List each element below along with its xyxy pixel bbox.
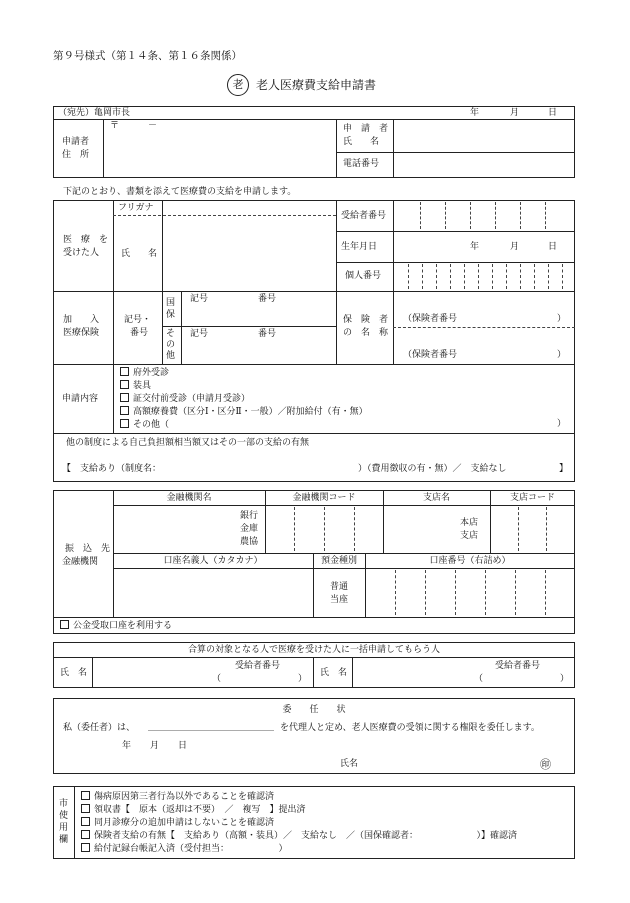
furigana-field[interactable] [164,202,334,214]
kokuho-char-1: 国 [166,298,176,308]
branch-type-main: 本店 [460,518,479,528]
form-number: 第９号様式（第１４条、第１６条関係） [53,50,242,62]
applicant-name-label-2: 氏 名 [343,137,380,147]
insurer-no-label-1: （保険者番号 [403,314,458,324]
other-system-line-start: 【 支給あり（制度名： [62,464,162,474]
other-char-3: 他 [166,351,176,361]
insurer-label-2: の 名 称 [343,328,389,338]
col-deposit-type: 預金種別 [320,556,357,566]
city-use-item-label: 給付記録台帳記入済（受付担当： ） [94,844,288,854]
col-account-holder: 口座名義人（カタカナ） [163,556,263,566]
applicant-label-1: 申請者 [62,137,90,147]
kokuho-number-field[interactable] [183,306,334,325]
applicant-name-field[interactable] [395,121,573,151]
city-use-item-label: 傷病原因第三者行為以外であることを確認済 [94,792,275,802]
combined-recipient-label-2: 受給者番号 [495,661,541,671]
symbol-label-2: 番号 [130,328,149,338]
city-use-char-1: 市 [59,799,69,809]
branch-code-field[interactable] [492,507,573,551]
delegator-name-field[interactable] [365,755,525,771]
other-system-line-mid: ）（費用徴収の有・無）／ 支給なし [358,464,507,474]
col-branch-code: 支店コード [509,493,555,503]
request-other-close: ） [557,419,567,429]
inst-code-field[interactable] [267,507,381,551]
other-number-field[interactable] [183,341,334,362]
patient-label-2: 受けた人 [63,248,100,258]
checkbox[interactable] [120,419,129,428]
other-system-line-end: 】 [559,464,569,474]
request-item-other[interactable] [120,419,169,431]
account-holder-field[interactable] [115,570,311,615]
request-item-label: 高額療養費（区分Ⅰ・区分Ⅱ・一般）／附加給付（有・無） [133,407,368,417]
delegation-title: 委 任 状 [282,705,346,715]
checkbox[interactable] [81,804,90,813]
insurer-no-label-2: （保険者番号 [403,350,458,360]
other-char-2: の [166,340,176,350]
kokuho-char-2: 保 [166,310,176,320]
delegation-month-label: 月 [150,741,160,751]
col-institution: 金融機関名 [166,493,212,503]
furigana-label: フリガナ [118,203,154,213]
applicant-name-label-1: 申 請 者 [343,124,389,134]
checkbox[interactable] [120,393,129,402]
addressee: （宛先）亀岡市長 [58,108,131,118]
postal-mark: 〒 [110,121,120,131]
request-item-pre-issue[interactable] [120,393,250,405]
bank-type-bank: 銀行 [240,511,259,521]
checkbox[interactable] [81,830,90,839]
checkbox[interactable] [81,817,90,826]
other-bango-label: 番号 [258,329,277,339]
bank-label-1: 振 込 先 [65,544,111,554]
city-use-item-receipt[interactable] [81,804,306,816]
city-use-char-3: 用 [59,823,69,833]
checkbox[interactable] [81,791,90,800]
phone-field[interactable] [395,154,573,176]
checkbox[interactable] [60,620,69,629]
institution-name-field[interactable] [115,507,235,551]
combined-open-1: （ [212,674,222,684]
birth-year-label: 年 [470,242,480,252]
combined-title: 合算の対象となる人で医療を受けた人に一括申請してもらう人 [187,645,440,655]
insurance-label-2: 医療保険 [63,328,100,338]
other-char-1: そ [166,329,176,339]
col-inst-code: 金融機関コード [292,493,356,503]
combined-name-field-1[interactable] [94,659,224,686]
city-use-item-label: 保険者支給の有無【 支給あり（高額・装具）／ 支給なし ／（国保確認者： ）】確認済 [94,831,518,841]
insurer-label-1: 保 険 者 [343,315,389,325]
birth-month-label: 月 [510,242,520,252]
kokuho-kigo-label: 記号 [190,294,209,304]
date-year-label: 年 [470,108,480,118]
account-no-field[interactable] [367,570,573,615]
page-title: 老人医療費支給申請書 [256,78,377,92]
patient-label-1: 医 療 を [63,235,109,245]
delegation-name-label: 氏名 [340,759,359,769]
request-item-label: 府外受診 [133,368,170,378]
delegation-year-label: 年 [122,741,132,751]
branch-name-field[interactable] [385,507,455,551]
col-account-no: 口座番号（右詰め） [429,556,511,566]
combined-close-2: ） [560,674,570,684]
combined-name-field-2[interactable] [354,659,484,686]
delegation-day-label: 日 [178,741,188,751]
city-use-item-third-party[interactable] [81,791,274,803]
request-label: 申請内容 [62,394,99,404]
title-badge: 老 [227,74,249,96]
deposit-type-current[interactable]: 当座 [330,595,349,605]
patient-name-field[interactable] [164,217,334,289]
city-use-item-label: 領収書【 原本（返却は不要） ／ 複写 】提出済 [94,805,306,815]
city-use-char-4: 欄 [59,835,69,845]
applicant-label-2: 住 所 [62,150,90,160]
bank-type-shinkin: 金庫 [240,524,259,534]
branch-type-branch: 支店 [460,531,479,541]
kokuho-bango-label: 番号 [258,294,277,304]
insurer-no-close-2: ） [557,350,567,360]
bank-type-nokyo: 農協 [240,537,259,547]
col-branch: 支店名 [422,493,450,503]
applicant-address-field[interactable] [105,134,334,176]
request-item-high-cost[interactable] [120,406,368,418]
city-use-item-insurer-payment[interactable] [81,830,517,842]
public-account-label: 公金受取口座を利用する [73,621,173,631]
delegation-text-before: 私（委任者）は、 [63,723,136,733]
request-item-sougu[interactable] [120,380,151,392]
request-item-label: 装具 [133,381,152,391]
deposit-type-ordinary[interactable]: 普通 [330,582,349,592]
combined-recipient-label-1: 受給者番号 [235,661,281,671]
symbol-label-1: 記号・ [124,315,152,325]
public-account-option[interactable] [60,620,172,632]
city-use-item-ledger[interactable] [81,843,288,855]
request-item-label: その他（ [133,420,170,430]
birthdate-field[interactable] [395,233,573,260]
insurance-label-1: 加 入 [63,315,100,325]
city-use-char-2: 使 [59,811,69,821]
other-system-title: 他の制度による自己負担額相当額又はその一部の支給の有無 [66,438,310,448]
birth-day-label: 日 [548,242,558,252]
city-use-item-label: 同月診療分の追加申請はしないことを確認済 [94,818,275,828]
intro-text: 下記のとおり、書類を添えて医療費の支給を申請します。 [63,187,297,197]
seal-mark: ㊞ [540,758,551,771]
system-name-field[interactable] [170,462,355,476]
checkbox[interactable] [120,380,129,389]
birthdate-label: 生年月日 [341,242,378,252]
combined-name-label-1: 氏 名 [60,668,88,678]
checkbox[interactable] [120,406,129,415]
phone-label: 電話番号 [343,159,380,169]
delegate-name-field[interactable]: ＿＿＿＿＿＿＿＿＿＿＿＿＿＿ [148,723,275,733]
postal-dash: － [148,121,158,131]
city-use-item-same-month[interactable] [81,817,274,829]
combined-close-1: ） [298,674,308,684]
date-day-label: 日 [548,108,558,118]
recipient-no-field[interactable] [395,202,573,229]
combined-open-2: （ [474,674,484,684]
checkbox[interactable] [81,843,90,852]
combined-name-label-2: 氏 名 [320,668,348,678]
insurer-no-close-1: ） [557,314,567,324]
personal-no-field[interactable] [395,264,573,289]
bank-label-2: 金融機関 [62,557,99,567]
request-item-label: 証交付前受診（申請月受診） [133,394,251,404]
date-month-label: 月 [510,108,520,118]
recipient-no-label: 受給者番号 [341,211,387,221]
other-kigo-label: 記号 [190,329,209,339]
delegation-text-after: を代理人と定め、老人医療費の受領に関する権限を委任します。 [280,723,540,733]
personal-no-label: 個人番号 [345,271,382,281]
request-item-gaibu[interactable] [120,367,169,379]
patient-name-label: 氏 名 [121,249,158,259]
checkbox[interactable] [120,367,129,376]
insurer-name-field[interactable] [395,293,573,312]
